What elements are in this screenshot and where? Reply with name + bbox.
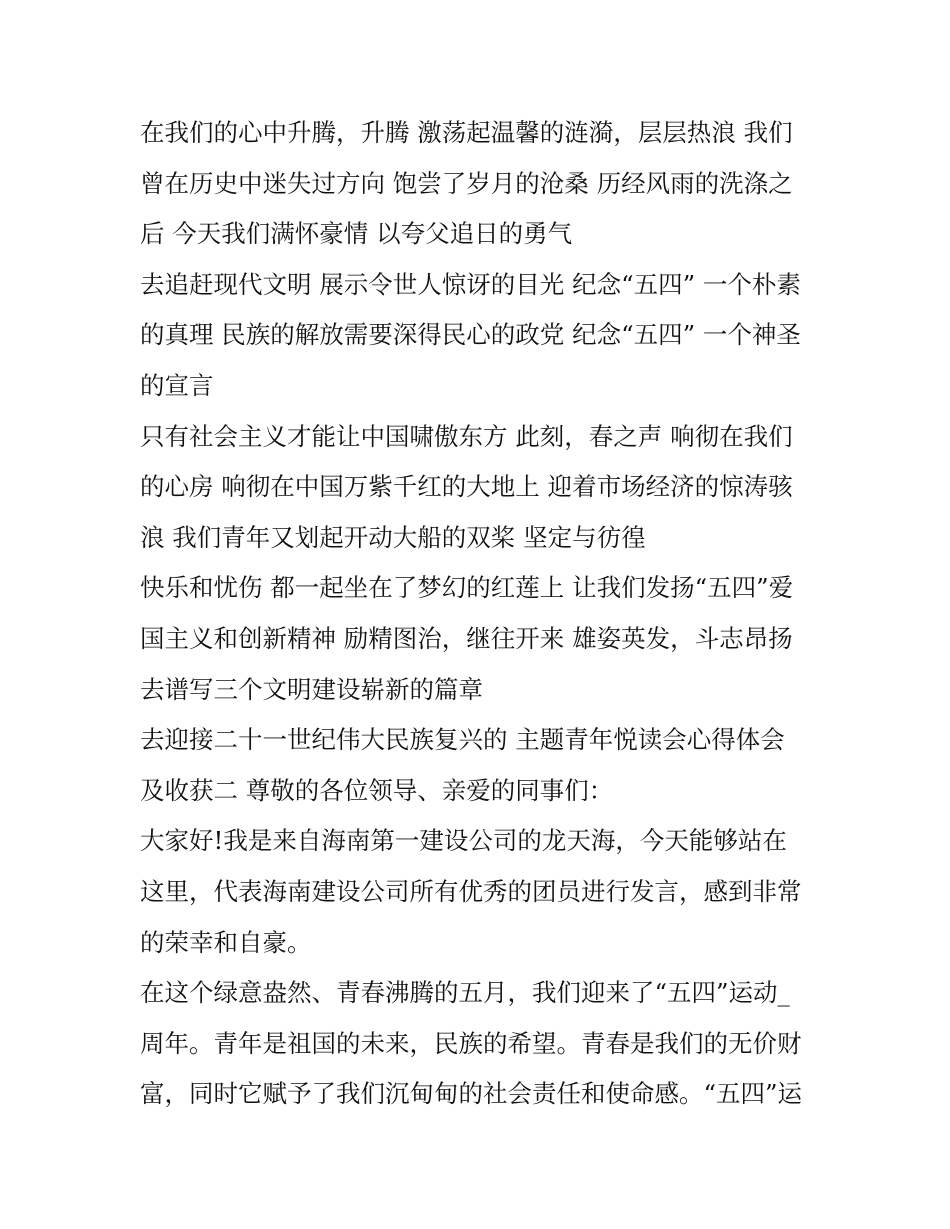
text-line: 的心房 响彻在中国万紫千红的大地上 迎着市场经济的惊涛骇 <box>140 472 793 502</box>
text-line: 的荣幸和自豪。 <box>140 927 312 957</box>
text-line: 及收获二 尊敬的各位领导、亲爱的同事们： <box>140 775 614 805</box>
text-line: 富，同时它赋予了我们沉甸甸的社会责任和使命感。“五四”运 <box>140 1079 803 1109</box>
document-body <box>140 108 820 1120</box>
text-line: 国主义和创新精神 励精图治，继往开来 雄姿英发，斗志昂扬 <box>140 623 793 653</box>
text-line: 去追赶现代文明 展示令世人惊讶的目光 纪念“五四” 一个朴素 <box>140 269 801 299</box>
paragraph-5 <box>140 715 820 816</box>
text-line: 快乐和忧伤 都一起坐在了梦幻的红莲上 让我们发扬“五四”爱 <box>140 573 794 603</box>
text-line: 曾在历史中迷失过方向 饱尝了岁月的沧桑 历经风雨的洗涤之 <box>140 168 793 198</box>
paragraph-1 <box>140 108 820 260</box>
text-line: 大家好!我是来自海南第一建设公司的龙天海，今天能够站在 <box>140 826 787 856</box>
text-line: 在这个绿意盎然、青春沸腾的五月，我们迎来了“五四”运动_ <box>140 978 790 1008</box>
paragraph-4 <box>140 563 820 715</box>
text-line: 去谱写三个文明建设崭新的篇章 <box>140 674 483 704</box>
text-line: 在我们的心中升腾，升腾 激荡起温馨的涟漪，层层热浪 我们 <box>140 118 793 147</box>
text-line: 周年。青年是祖国的未来，民族的希望。青春是我们的无价财 <box>140 1028 802 1058</box>
paragraph-7 <box>140 968 820 1120</box>
text-line: 只有社会主义才能让中国啸傲东方 此刻，春之声 响彻在我们 <box>140 421 793 451</box>
text-line: 去迎接二十一世纪伟大民族复兴的 主题青年悦读会心得体会 <box>140 725 785 755</box>
text-line: 后 今天我们满怀豪情 以夸父追日的勇气 <box>140 219 573 249</box>
text-line: 这里，代表海南建设公司所有优秀的团员进行发言，感到非常 <box>140 876 802 906</box>
text-line: 浪 我们青年又划起开动大船的双桨 坚定与彷徨 <box>140 522 646 552</box>
paragraph-2 <box>140 260 820 412</box>
paragraph-3 <box>140 412 820 564</box>
text-line: 的宣言 <box>140 370 214 400</box>
text-line: 的真理 民族的解放需要深得民心的政党 纪念“五四” 一个神圣 <box>140 320 801 350</box>
paragraph-6 <box>140 816 820 968</box>
